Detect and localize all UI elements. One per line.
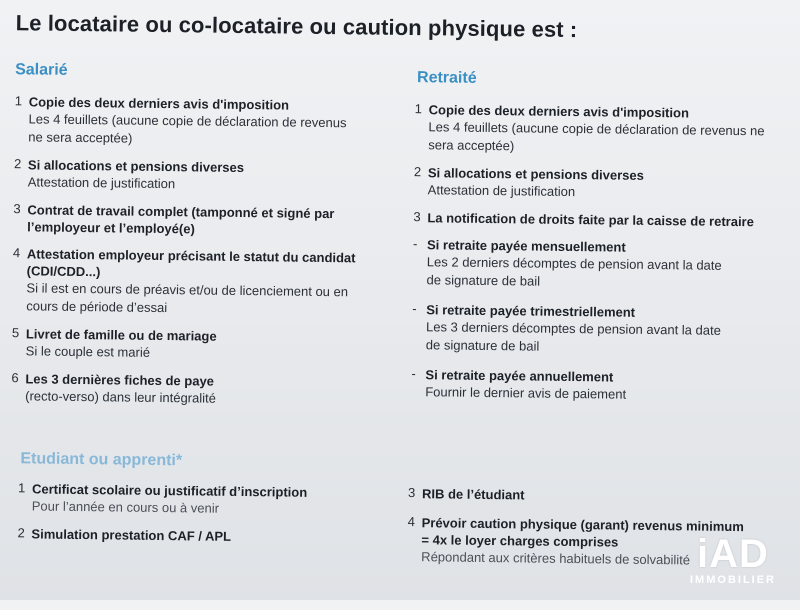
salarie-item-6 xyxy=(11,370,386,410)
item-line: Pour l’année en cours ou à venir xyxy=(31,498,220,516)
item-number: 3 xyxy=(407,485,416,501)
salarie-item-1 xyxy=(14,93,390,151)
retraite-list xyxy=(411,101,790,418)
etudiant-heading: Etudiant ou apprenti* xyxy=(20,450,183,470)
item-title: Attestation employeur précisant le statut du candidat xyxy=(26,246,356,266)
item-number: 4 xyxy=(407,514,415,530)
bullet-title: Si retraite payée trimestriellement xyxy=(426,302,636,320)
etudiant-item-2 xyxy=(17,525,387,547)
item-title: Si allocations et pensions diverses xyxy=(427,165,645,183)
page-title: Le locataire ou co-locataire ou caution physique est : xyxy=(15,10,578,43)
item-title-cont: l’employeur et l’employé(e) xyxy=(27,219,195,237)
item-line: sera acceptée) xyxy=(428,137,515,154)
item-number: 3 xyxy=(13,201,21,217)
etudiant-item-1 xyxy=(18,480,388,520)
salarie-item-4 xyxy=(12,245,388,320)
bullet-line: Les 3 derniers décomptes de pension avant la date xyxy=(425,319,721,338)
salarie-item-2 xyxy=(14,156,389,196)
retraite-bullet-annual xyxy=(411,366,786,406)
item-line: Les 4 feuillets (aucune copie de déclaration de revenus ne xyxy=(428,119,765,139)
salarie-item-5 xyxy=(12,325,387,365)
logo-subtitle: IMMOBILIER xyxy=(690,574,776,586)
item-title: La notification de droits faite par la caisse de retraire xyxy=(427,210,755,230)
item-title: Contrat de travail complet (tamponné et signé par xyxy=(27,202,335,222)
item-title-cont: (CDI/CDD...) xyxy=(26,263,101,280)
item-title: RIB de l’étudiant xyxy=(421,486,525,503)
logo-mark: iAD xyxy=(697,532,769,576)
item-title-cont: = 4x le loyer charges comprises xyxy=(421,532,619,550)
retraite-item-1 xyxy=(414,101,790,159)
bullet-dash: - xyxy=(412,236,418,252)
item-line: Attestation de justification xyxy=(427,182,576,200)
bullet-line: Fournir le dernier avis de paiement xyxy=(425,384,627,402)
item-number: 2 xyxy=(13,156,22,172)
item-title: Les 3 dernières fiches de paye xyxy=(25,371,215,389)
item-number: 5 xyxy=(11,325,20,341)
item-title: Copie des deux derniers avis d'imposition xyxy=(28,94,290,113)
item-line: Attestation de justification xyxy=(27,174,176,192)
item-line: Si il est en cours de préavis et/ou de licenciement ou en xyxy=(26,280,349,300)
item-number: 1 xyxy=(17,480,26,496)
retraite-bullet-quarterly xyxy=(412,301,788,359)
retraite-item-3 xyxy=(413,209,788,231)
item-number: 1 xyxy=(14,93,23,109)
bullet-line: Les 2 derniers décomptes de pension avant la date xyxy=(426,254,722,273)
bullet-line: de signature de bail xyxy=(426,272,541,289)
item-line: ne sera acceptée) xyxy=(28,129,133,146)
iad-logo xyxy=(690,534,776,586)
retraite-bullet-monthly xyxy=(412,236,788,294)
salarie-item-3 xyxy=(13,201,388,240)
item-title: Livret de famille ou de mariage xyxy=(25,326,217,344)
etudiant-item-3 xyxy=(408,485,768,506)
salarie-list xyxy=(11,93,390,420)
item-title: Simulation prestation CAF / APL xyxy=(31,526,232,544)
bullet-dash: - xyxy=(411,366,416,382)
salarie-heading: Salarié xyxy=(15,61,68,79)
bullet-line: de signature de bail xyxy=(425,337,540,354)
bullet-title: Si retraite payée annuellement xyxy=(425,367,614,385)
item-line: (recto-verso) dans leur intégralité xyxy=(25,388,216,406)
item-line: cours de période d’essai xyxy=(26,298,168,316)
item-number: 3 xyxy=(413,209,421,225)
etudiant-left-list xyxy=(17,480,388,557)
item-number: 4 xyxy=(12,245,21,261)
item-number: 1 xyxy=(414,101,423,117)
bullet-title: Si retraite payée mensuellement xyxy=(426,237,626,255)
item-title: Prévoir caution physique (garant) revenus minimum xyxy=(421,515,744,535)
item-line: Les 4 feuillets (aucune copie de déclaration de revenus xyxy=(28,111,347,131)
bullet-dash: - xyxy=(412,301,417,317)
retraite-item-2 xyxy=(414,164,789,204)
item-title: Certificat scolaire ou justificatif d’inscription xyxy=(31,481,308,500)
item-line: Si le couple est marié xyxy=(25,343,151,360)
item-title: Si allocations et pensions diverses xyxy=(27,157,245,175)
item-line: Répondant aux critères habituels de solvabilité xyxy=(421,549,691,568)
item-number: 2 xyxy=(17,525,25,541)
item-number: 6 xyxy=(11,370,19,386)
retraite-heading: Retraité xyxy=(416,69,477,87)
item-title: Copie des deux derniers avis d'imposition xyxy=(428,102,690,121)
item-number: 2 xyxy=(413,164,422,180)
